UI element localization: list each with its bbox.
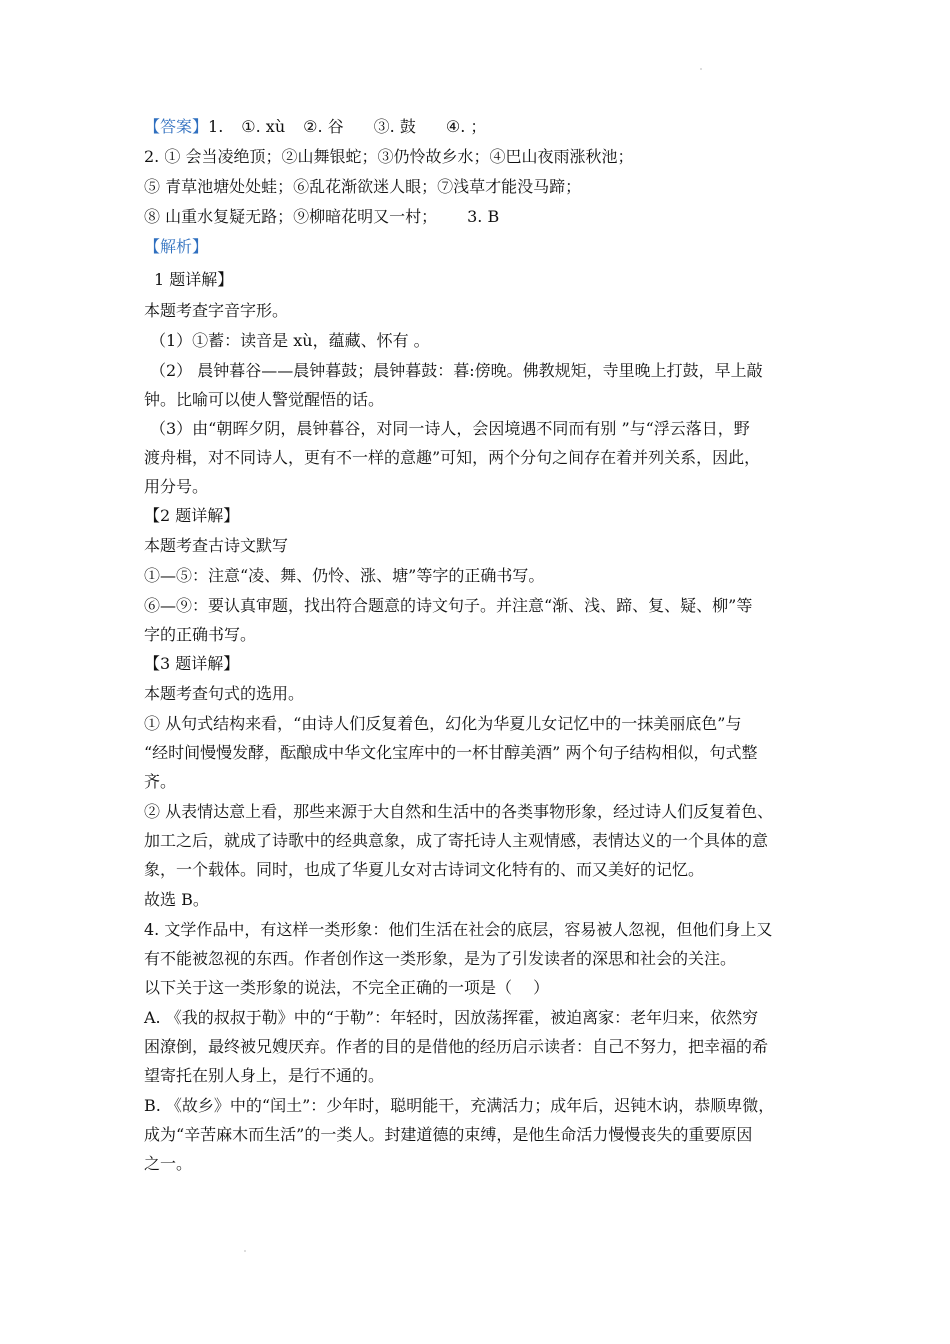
body-line: 字的正确书写。 [144, 625, 257, 644]
body-line: 加工之后，就成了诗歌中的经典意象，成了寄托诗人主观情感，表情达义的一个具体的意 [144, 831, 769, 850]
option-b-line: 成为“辛苦麻木而生活”的一类人。封建道德的束缚，是他生命活力慢慢丧失的重要原因 [144, 1125, 753, 1144]
answer-tag: 【答案】 [144, 117, 209, 136]
option-a-line: 望寄托在别人身上，是行不通的。 [144, 1066, 385, 1085]
body-line: “经时间慢慢发酵，酝酿成中华文化宝库中的一杯甘醇美酒” 两个句子结构相似，句式整 [144, 743, 758, 762]
option-a-line: 困潦倒，最终被兄嫂厌弃。作者的目的是借他的经历启示读者：自己不努力，把幸福的希 [144, 1037, 769, 1056]
answer-line-4-text: ⑧ 山重水复疑无路；⑨柳暗花明又一村； [144, 207, 438, 226]
body-line: 用分号。 [144, 477, 209, 496]
answer-item-4: ④. ； [445, 117, 487, 136]
body-line: ② 从表情达意上看，那些来源于大自然和生活中的各类事物形象，经过诗人们反复着色、 [144, 802, 774, 821]
answer-item-3: ③. 鼓 [373, 117, 416, 136]
body-line: ①—⑤：注意“凌、舞、仍怜、涨、塘”等字的正确书写。 [144, 566, 545, 585]
section-heading: 【2 题详解】 [144, 506, 240, 525]
analysis-tag: 【解析】 [144, 237, 209, 256]
body-line: 1 题详解】 [154, 270, 234, 289]
option-a-line: A. 《我的叔叔于勒》中的“于勒”：年轻时，因放荡挥霍，被迫离家：老年归来，依然穷 [144, 1008, 759, 1027]
option-b-line: 之一。 [144, 1154, 193, 1173]
answer-item-2: ②. 谷 [303, 117, 344, 136]
question-4-line: 有不能被忽视的东西。作者创作这一类形象，是为了引发读者的深思和社会的关注。 [144, 949, 737, 968]
scan-speck [700, 68, 702, 70]
body-line: 本题考查字音字形。 [144, 301, 289, 320]
body-line: 渡舟楫，对不同诗人，更有不一样的意趣”可知，两个分句之间存在着并列关系，因此， [144, 448, 761, 467]
answer-line-3: ⑤ 青草池塘处处蛙；⑥乱花渐欲迷人眼；⑦浅草才能没马蹄； [144, 177, 582, 196]
scan-speck [244, 1250, 246, 1252]
answer-q3: 3. B [467, 207, 500, 226]
body-line: 本题考查古诗文默写 [144, 536, 289, 555]
body-line: 齐。 [144, 772, 177, 791]
body-line: ① 从句式结构来看，“由诗人们反复着色，幻化为华夏儿女记忆中的一抹美丽底色”与 [144, 714, 742, 733]
question-4-line: 4. 文学作品中，有这样一类形象：他们生活在社会的底层，容易被人忽视，但他们身上又 [144, 920, 773, 939]
body-line: 故选 B。 [144, 890, 209, 909]
answer-line-1 [144, 112, 810, 141]
option-b-line: B. 《故乡》中的“闰土”：少年时，聪明能干，充满活力；成年后，迟钝木讷，恭顺卑微， [144, 1096, 775, 1115]
body-line: ⑥—⑨：要认真审题，找出符合题意的诗文句子。并注意“渐、浅、蹄、复、疑、柳”等 [144, 596, 753, 615]
body-line: 本题考查句式的选用。 [144, 684, 305, 703]
section-heading: 【3 题详解】 [144, 654, 240, 673]
body-line: （1）①蓄：读音是 xù，蕴藏、怀有 。 [150, 331, 430, 350]
body-line: 象，一个载体。同时，也成了华夏儿女对古诗词文化特有的、而又美好的记忆。 [144, 860, 705, 879]
body-line: （2） 晨钟暮谷——晨钟暮鼓；晨钟暮鼓：暮:傍晚。佛教规矩，寺里晚上打鼓，早上敲 [150, 361, 763, 380]
question-4-prompt: 以下关于这一类形象的说法，不完全正确的一项是（ ） [144, 978, 550, 997]
body-line: （3）由“朝晖夕阴，晨钟暮谷，对同一诗人，会因境遇不同而有别 ”与“浮云落日，野 [150, 419, 750, 438]
answer-line-4 [144, 202, 810, 231]
answer-item-1: ①. xù [241, 117, 286, 136]
body-line: 钟。比喻可以使人警觉醒悟的话。 [144, 390, 385, 409]
answer-num: 1. [208, 117, 224, 136]
answer-line-2: 2. ① 会当凌绝顶；②山舞银蛇；③仍怜故乡水；④巴山夜雨涨秋池； [144, 147, 634, 166]
